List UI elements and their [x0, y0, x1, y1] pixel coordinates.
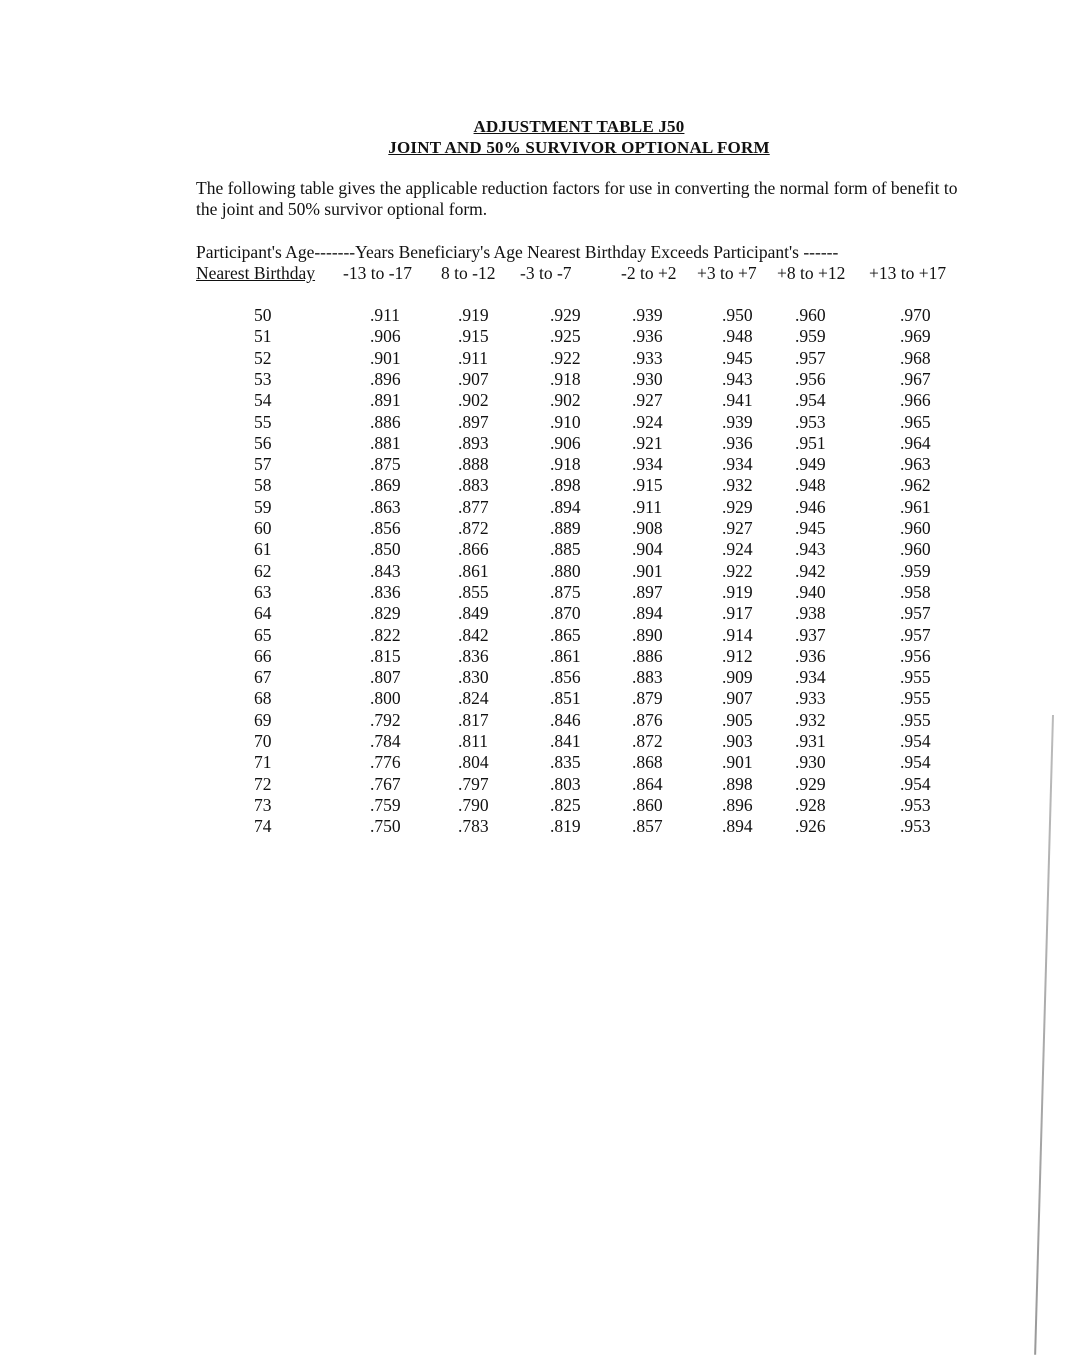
factor-cell: .889: [550, 518, 581, 538]
age-cell: 69: [254, 709, 272, 730]
factor-cell: .940: [795, 581, 826, 602]
factor-cell: .961: [900, 496, 931, 517]
factor-cell: .937: [795, 624, 826, 645]
factor-cell: .855: [458, 581, 489, 602]
factor-cell: .866: [458, 539, 489, 560]
factor-cell: .936: [795, 645, 826, 666]
factor-cell: .919: [722, 581, 753, 602]
factor-cell: .957: [795, 347, 826, 368]
column-header: +8 to +12: [777, 263, 846, 283]
factor-cell: .811: [458, 731, 488, 751]
factor-cell: .906: [370, 326, 401, 347]
factor-cell: .945: [722, 347, 753, 368]
age-cell: 50: [254, 305, 272, 325]
factor-cell: .800: [370, 688, 401, 709]
factor-cell: .945: [795, 518, 826, 538]
factor-cell: .921: [632, 432, 663, 453]
intro-paragraph: The following table gives the applicable reduction factors for use in converting the normal form of benefit to the joint and 50% survivor optional form.: [196, 178, 958, 219]
factor-cell: .930: [632, 368, 663, 389]
factor-cell: .967: [900, 368, 931, 389]
factor-cell: .902: [550, 390, 581, 411]
factor-cell: .970: [900, 305, 931, 325]
factor-cell: .907: [722, 688, 753, 709]
factor-cell: .953: [900, 816, 931, 837]
factor-cell: .897: [632, 581, 663, 602]
age-cell: 56: [254, 432, 272, 453]
age-cell: 72: [254, 773, 272, 794]
factor-cell: .824: [458, 688, 489, 709]
factor-cell: .954: [900, 773, 931, 794]
factor-cell: .953: [795, 411, 826, 432]
factor-cell: .759: [370, 794, 401, 815]
factor-cell: .790: [458, 794, 489, 815]
factor-cell: .957: [900, 624, 931, 645]
factor-cell: .960: [900, 518, 931, 538]
factor-cell: .841: [550, 731, 581, 751]
factor-cell: .926: [795, 816, 826, 837]
factor-cell: .807: [370, 667, 401, 688]
factor-cell: .868: [632, 752, 663, 773]
factor-cell: .890: [632, 624, 663, 645]
factor-cell: .949: [795, 454, 826, 475]
factor-cell: .850: [370, 539, 401, 560]
factor-cell: .936: [722, 432, 753, 453]
factor-cell: .951: [795, 432, 826, 453]
factor-cell: .883: [632, 667, 663, 688]
factor-cell: .902: [458, 390, 489, 411]
age-cell: 65: [254, 624, 272, 645]
factor-cell: .929: [722, 496, 753, 517]
factor-cell: .888: [458, 454, 489, 475]
factor-cell: .912: [722, 645, 753, 666]
column-header: 8 to -12: [441, 263, 496, 283]
factor-cell: .910: [550, 411, 581, 432]
factor-cell: .842: [458, 624, 489, 645]
factor-cell: .883: [458, 475, 489, 496]
factor-cell: .885: [550, 539, 581, 560]
factor-cell: .917: [722, 603, 753, 624]
factor-cell: .783: [458, 816, 489, 837]
age-cell: 61: [254, 539, 272, 560]
factor-cell: .829: [370, 603, 401, 624]
factor-cell: .846: [550, 709, 581, 730]
factor-cell: .928: [795, 794, 826, 815]
factor-cell: .897: [458, 411, 489, 432]
factor-cell: .933: [795, 688, 826, 709]
column-header: +13 to +17: [869, 263, 947, 283]
factor-cell: .948: [795, 475, 826, 496]
factor-cell: .894: [722, 816, 753, 837]
factor-cell: .960: [900, 539, 931, 560]
factor-cell: .968: [900, 347, 931, 368]
factor-cell: .904: [632, 539, 663, 560]
factor-cell: .865: [550, 624, 581, 645]
factor-cell: .898: [550, 475, 581, 496]
factor-cell: .929: [795, 773, 826, 794]
factor-cell: .919: [458, 305, 489, 325]
factor-cell: .843: [370, 560, 401, 581]
factor-cell: .954: [795, 390, 826, 411]
age-cell: 66: [254, 645, 272, 666]
column-header: -3 to -7: [520, 263, 572, 283]
factor-cell: .857: [632, 816, 663, 837]
factor-cell: .911: [632, 496, 662, 517]
factor-cell: .929: [550, 305, 581, 325]
factor-cell: .956: [900, 645, 931, 666]
factor-cell: .930: [795, 752, 826, 773]
factor-cell: .907: [458, 368, 489, 389]
factor-cell: .901: [632, 560, 663, 581]
age-column-header: Nearest Birthday: [196, 263, 316, 283]
factor-cell: .959: [795, 326, 826, 347]
factor-cell: .901: [370, 347, 401, 368]
factor-cell: .964: [900, 432, 931, 453]
factor-cell: .948: [722, 326, 753, 347]
factor-cell: .875: [550, 581, 581, 602]
factor-cell: .876: [632, 709, 663, 730]
factor-cell: .901: [722, 752, 753, 773]
age-cell: 54: [254, 390, 272, 411]
factor-cell: .933: [632, 347, 663, 368]
factor-cell: .911: [370, 305, 400, 325]
factor-cell: .870: [550, 603, 581, 624]
factor-cell: .934: [632, 454, 663, 475]
factor-cell: .939: [722, 411, 753, 432]
factor-cell: .851: [550, 688, 581, 709]
factor-cell: .924: [632, 411, 663, 432]
factor-cell: .905: [722, 709, 753, 730]
factor-cell: .784: [370, 731, 401, 751]
factor-cell: .861: [550, 645, 581, 666]
factor-cell: .918: [550, 368, 581, 389]
factor-cell: .960: [795, 305, 826, 325]
factor-cell: .903: [722, 731, 753, 751]
factor-cell: .957: [900, 603, 931, 624]
factor-cell: .924: [722, 539, 753, 560]
factor-cell: .797: [458, 773, 489, 794]
age-cell: 53: [254, 368, 272, 389]
factor-cell: .893: [458, 432, 489, 453]
column-header: -2 to +2: [621, 263, 677, 283]
age-cell: 51: [254, 326, 272, 347]
factor-cell: .927: [632, 390, 663, 411]
age-cell: 52: [254, 347, 272, 368]
factor-cell: .872: [458, 518, 489, 538]
factor-cell: .880: [550, 560, 581, 581]
factor-cell: .894: [550, 496, 581, 517]
factor-cell: .881: [370, 432, 401, 453]
title-line-1: ADJUSTMENT TABLE J50: [473, 117, 685, 136]
factor-cell: .819: [550, 816, 581, 837]
factor-cell: .898: [722, 773, 753, 794]
age-cell: 63: [254, 581, 272, 602]
factor-cell: .872: [632, 731, 663, 751]
age-cell: 60: [254, 518, 272, 538]
factor-cell: .894: [632, 603, 663, 624]
factor-cell: .956: [795, 368, 826, 389]
factor-cell: .822: [370, 624, 401, 645]
factor-cell: .963: [900, 454, 931, 475]
factor-cell: .856: [550, 667, 581, 688]
factor-cell: .877: [458, 496, 489, 517]
factor-cell: .792: [370, 709, 401, 730]
factor-cell: .925: [550, 326, 581, 347]
factor-cell: .835: [550, 752, 581, 773]
factor-cell: .966: [900, 390, 931, 411]
age-cell: 64: [254, 603, 272, 624]
factor-cell: .932: [795, 709, 826, 730]
factor-cell: .879: [632, 688, 663, 709]
factor-cell: .943: [722, 368, 753, 389]
age-cell: 55: [254, 411, 272, 432]
factor-cell: .836: [458, 645, 489, 666]
factor-cell: .936: [632, 326, 663, 347]
age-cell: 70: [254, 731, 272, 751]
factor-cell: .962: [900, 475, 931, 496]
column-header: +3 to +7: [697, 263, 757, 283]
age-cell: 59: [254, 496, 272, 517]
factor-cell: .909: [722, 667, 753, 688]
factor-cell: .767: [370, 773, 401, 794]
factor-cell: .803: [550, 773, 581, 794]
factor-cell: .934: [795, 667, 826, 688]
factor-cell: .969: [900, 326, 931, 347]
factor-cell: .955: [900, 667, 931, 688]
factor-cell: .906: [550, 432, 581, 453]
factor-cell: .825: [550, 794, 581, 815]
factor-cell: .896: [370, 368, 401, 389]
age-cell: 73: [254, 794, 272, 815]
factor-cell: .931: [795, 731, 826, 751]
factor-cell: .941: [722, 390, 753, 411]
document-title: [0, 116, 1092, 158]
factor-cell: .908: [632, 518, 663, 538]
factor-cell: .860: [632, 794, 663, 815]
page-edge-shadow: [1034, 715, 1054, 1355]
factor-cell: .856: [370, 518, 401, 538]
factor-cell: .911: [458, 347, 488, 368]
factor-cell: .965: [900, 411, 931, 432]
age-cell: 74: [254, 816, 272, 837]
factor-cell: .954: [900, 752, 931, 773]
factor-cell: .776: [370, 752, 401, 773]
age-cell: 62: [254, 560, 272, 581]
factor-cell: .946: [795, 496, 826, 517]
header-line-1: Participant's Age-------Years Beneficiary's Age Nearest Birthday Exceeds Participant's ------: [196, 242, 839, 262]
factor-cell: .875: [370, 454, 401, 475]
age-cell: 57: [254, 454, 272, 475]
factor-cell: .943: [795, 539, 826, 560]
factor-cell: .891: [370, 390, 401, 411]
factor-cell: .849: [458, 603, 489, 624]
factor-cell: .950: [722, 305, 753, 325]
factor-cell: .955: [900, 709, 931, 730]
factor-cell: .861: [458, 560, 489, 581]
factor-cell: .915: [458, 326, 489, 347]
factor-cell: .815: [370, 645, 401, 666]
factor-cell: .922: [550, 347, 581, 368]
factor-cell: .886: [370, 411, 401, 432]
title-line-2: JOINT AND 50% SURVIVOR OPTIONAL FORM: [388, 138, 770, 157]
factor-cell: .804: [458, 752, 489, 773]
age-cell: 71: [254, 752, 272, 773]
factor-cell: .932: [722, 475, 753, 496]
factor-cell: .938: [795, 603, 826, 624]
factor-cell: .942: [795, 560, 826, 581]
factor-cell: .927: [722, 518, 753, 538]
age-cell: 68: [254, 688, 272, 709]
column-header: -13 to -17: [343, 263, 413, 283]
factor-cell: .830: [458, 667, 489, 688]
factor-cell: .915: [632, 475, 663, 496]
factor-cell: .836: [370, 581, 401, 602]
factor-cell: .896: [722, 794, 753, 815]
factor-cell: .953: [900, 794, 931, 815]
factor-cell: .886: [632, 645, 663, 666]
age-cell: 58: [254, 475, 272, 496]
factor-cell: .817: [458, 709, 489, 730]
factor-cell: .864: [632, 773, 663, 794]
age-cell: 67: [254, 667, 272, 688]
factor-cell: .922: [722, 560, 753, 581]
factor-cell: .869: [370, 475, 401, 496]
factor-cell: .918: [550, 454, 581, 475]
factor-cell: .954: [900, 731, 931, 751]
factor-cell: .914: [722, 624, 753, 645]
factor-cell: .959: [900, 560, 931, 581]
factor-cell: .955: [900, 688, 931, 709]
factor-cell: .750: [370, 816, 401, 837]
factor-cell: .863: [370, 496, 401, 517]
factor-cell: .958: [900, 581, 931, 602]
factor-cell: .934: [722, 454, 753, 475]
factor-cell: .939: [632, 305, 663, 325]
